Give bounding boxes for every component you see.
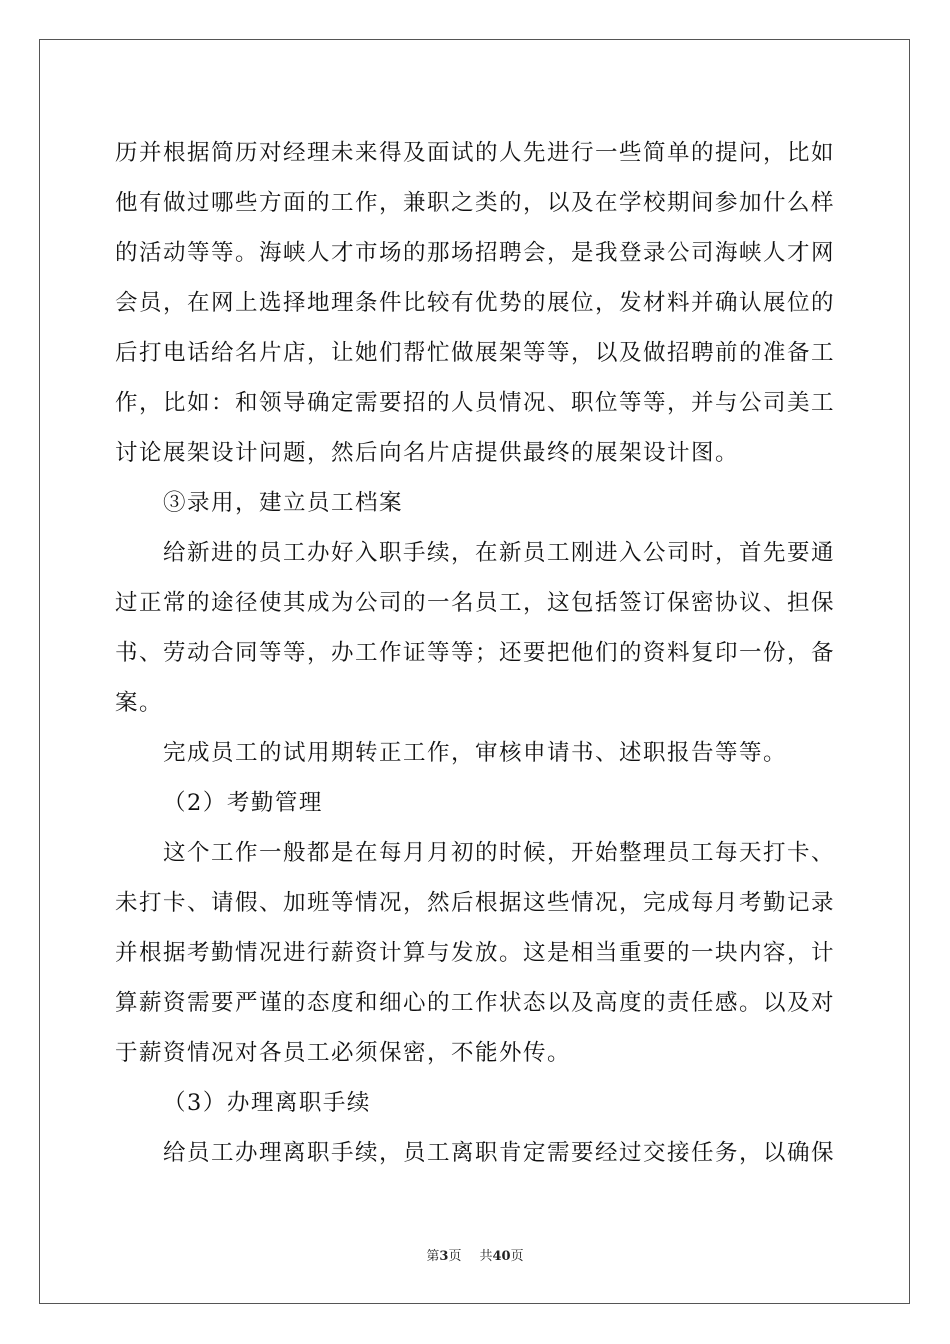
paragraph-line: 给员工办理离职手续，员工离职肯定需要经过交接任务，以确保 bbox=[163, 1140, 836, 1166]
paragraph-line: 完成员工的试用期转正工作，审核申请书、述职报告等等。 bbox=[163, 740, 788, 766]
total-suffix: 页 bbox=[510, 1249, 524, 1264]
section-heading: ③录用，建立员工档案 bbox=[163, 490, 404, 516]
paragraph-line: 案。 bbox=[115, 690, 164, 716]
page-suffix: 页 bbox=[448, 1249, 462, 1264]
paragraph-line: 讨论展架设计问题，然后向名片店提供最终的展架设计图。 bbox=[115, 440, 740, 466]
paragraph-line: 历并根据简历对经理未来得及面试的人先进行一些简单的提问，比如 bbox=[115, 140, 836, 166]
page-footer bbox=[0, 1245, 950, 1264]
paragraph-line: 于薪资情况对各员工必须保密，不能外传。 bbox=[115, 1040, 572, 1066]
section-heading: （2）考勤管理 bbox=[163, 790, 323, 816]
paragraph-line: 并根据考勤情况进行薪资计算与发放。这是相当重要的一块内容，计 bbox=[115, 940, 836, 966]
paragraph-line: 会员，在网上选择地理条件比较有优势的展位，发材料并确认展位的 bbox=[115, 290, 836, 316]
paragraph-line: 后打电话给名片店，让她们帮忙做展架等等，以及做招聘前的准备工 bbox=[115, 340, 836, 366]
paragraph-line: 这个工作一般都是在每月月初的时候，开始整理员工每天打卡、 bbox=[163, 840, 836, 866]
document-body bbox=[115, 128, 835, 1178]
paragraph-line: 他有做过哪些方面的工作，兼职之类的，以及在学校期间参加什么样 bbox=[115, 190, 836, 216]
total-prefix: 共 bbox=[479, 1249, 493, 1264]
paragraph-line: 给新进的员工办好入职手续，在新员工刚进入公司时，首先要通 bbox=[163, 540, 836, 566]
paragraph-line: 的活动等等。海峡人才市场的那场招聘会，是我登录公司海峡人才网 bbox=[115, 240, 836, 266]
total-pages: 40 bbox=[492, 1249, 511, 1264]
section-heading: （3）办理离职手续 bbox=[163, 1090, 371, 1116]
paragraph-line: 作，比如：和领导确定需要招的人员情况、职位等等，并与公司美工 bbox=[115, 390, 836, 416]
page-number: 3 bbox=[439, 1249, 449, 1264]
paragraph-line: 算薪资需要严谨的态度和细心的工作状态以及高度的责任感。以及对 bbox=[115, 990, 836, 1016]
paragraph-line: 书、劳动合同等等，办工作证等等；还要把他们的资料复印一份，备 bbox=[115, 640, 836, 666]
paragraph-line: 未打卡、请假、加班等情况，然后根据这些情况，完成每月考勤记录 bbox=[115, 890, 836, 916]
paragraph-line: 过正常的途径使其成为公司的一名员工，这包括签订保密协议、担保 bbox=[115, 590, 836, 616]
page-prefix: 第 bbox=[426, 1249, 440, 1264]
